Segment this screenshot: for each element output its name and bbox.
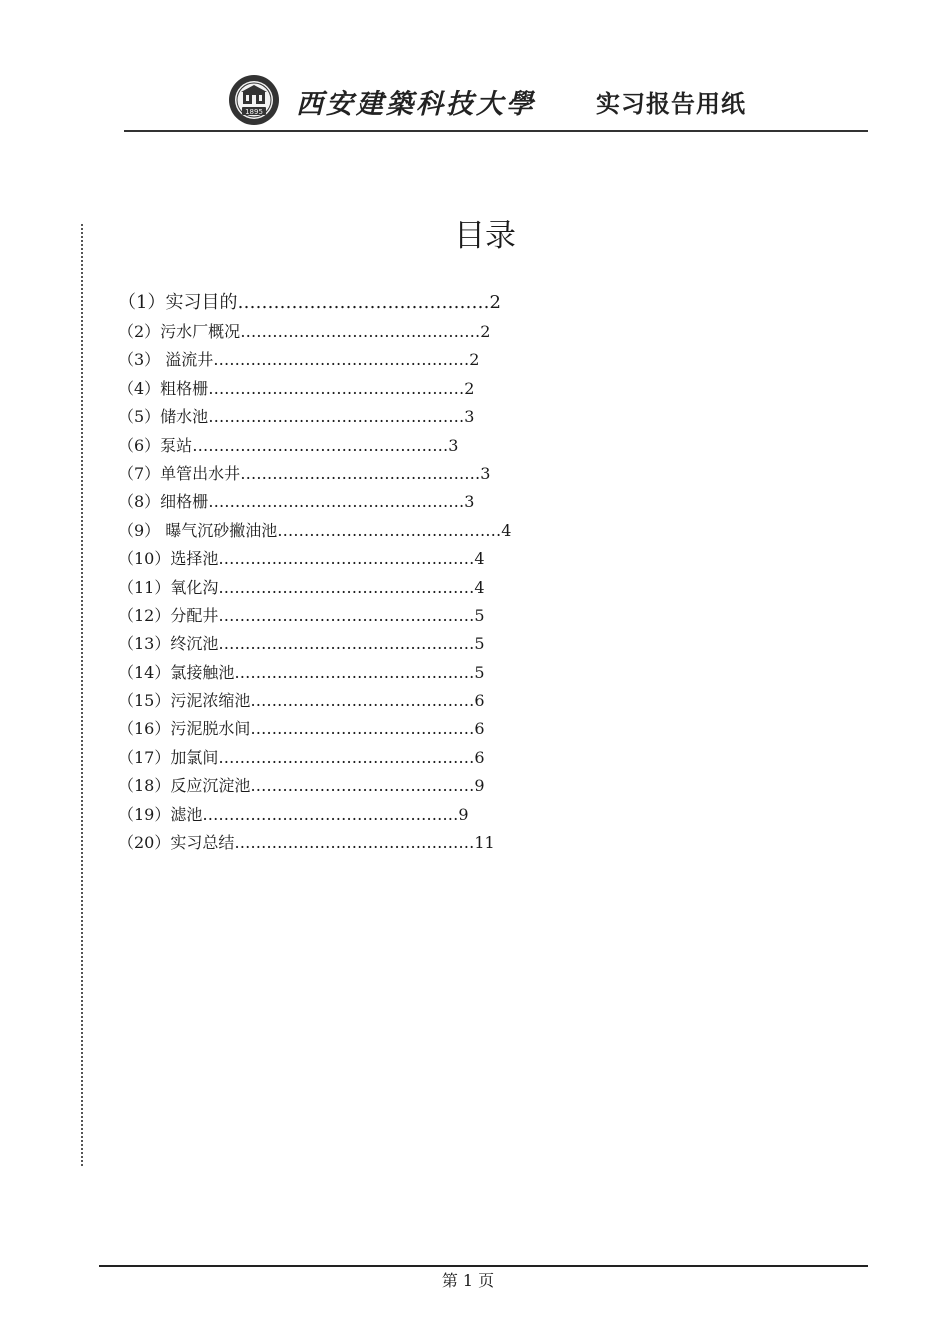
toc-entry-label: （16）污泥脱水间 [118,719,251,739]
toc-entry-label: （17）加氯间 [118,747,219,767]
toc-leader-dots: …………………………………… [250,691,475,711]
toc-entry[interactable] [118,574,638,602]
toc-leader-dots: ………………………………………… [202,804,459,824]
toc-leader-dots: ……………………………………… [234,833,475,853]
toc-entry-label: （7）单管出水井 [118,463,241,483]
toc-leader-dots: ………………………………………… [192,435,449,455]
toc-entry[interactable] [118,772,638,800]
toc-leader-dots: …………………………………… [250,776,475,796]
toc-entry-label: （13）终沉池 [118,634,219,654]
university-seal-icon [228,74,280,126]
toc-entry-label: （18）反应沉淀池 [118,776,251,796]
toc-leader-dots: ………………………………………… [208,407,465,427]
toc-leader-dots: …………………………………… [250,719,475,739]
toc-entry[interactable] [118,288,638,318]
toc-entry[interactable] [118,829,638,857]
toc-entry-page: 3 [480,463,491,483]
svg-text:1895: 1895 [245,108,263,116]
toc-entry-label: （6）泵站 [118,435,193,455]
toc-leader-dots: …………………………………… [277,520,502,540]
toc-leader-dots: ……………………………………… [240,463,481,483]
toc-leader-dots: ………………………………………… [218,747,475,767]
toc-entry[interactable] [118,630,638,658]
toc-title: 目录 [454,218,516,254]
toc-entry[interactable] [118,318,638,346]
toc-entry-page: 6 [474,691,485,711]
toc-entry[interactable] [118,432,638,460]
toc-entry-label: （2）污水厂概况 [118,322,241,341]
toc-entry-page: 4 [474,549,485,569]
toc-entry-label: （14）氯接触池 [118,662,235,682]
table-of-contents [118,288,638,857]
toc-entry[interactable] [118,545,638,573]
toc-entry-label: （20）实习总结 [118,833,235,853]
toc-entry[interactable] [118,687,638,715]
page-header [124,68,868,132]
toc-entry-label: （19）滤池 [118,804,203,824]
toc-entry-page: 2 [464,378,475,398]
toc-leader-dots: ……………………………………… [240,322,481,341]
toc-leader-dots: ………………………………………… [218,605,475,625]
header-divider [124,130,868,132]
toc-entry-label: （12）分配井 [118,605,219,625]
toc-entry[interactable] [118,602,638,630]
toc-entry[interactable] [118,460,638,488]
footer-divider [99,1265,868,1267]
toc-leader-dots: …………………………………… [237,292,490,313]
toc-entry-page: 2 [480,322,491,341]
toc-entry-label: （8）细格栅 [118,492,209,512]
toc-entry-page: 3 [464,492,475,512]
toc-leader-dots: ………………………………………… [218,577,475,597]
toc-entry-label: （11）氧化沟 [118,577,219,597]
toc-entry-label: （4）粗格栅 [118,378,209,398]
toc-entry-label: （3） 溢流井 [118,350,214,370]
toc-entry-page: 4 [474,577,485,597]
toc-entry[interactable] [118,659,638,687]
binding-margin-line [81,224,83,1166]
toc-entry[interactable] [118,375,638,403]
toc-entry-page: 6 [474,747,485,767]
toc-entry[interactable] [118,801,638,829]
toc-leader-dots: ………………………………………… [208,492,465,512]
toc-entry-page: 2 [469,350,480,370]
toc-entry-page: 6 [474,719,485,739]
toc-entry-label: （10）选择池 [118,549,219,569]
toc-entry-label: （9） 曝气沉砂撇油池 [118,520,278,540]
toc-entry-page: 9 [458,804,469,824]
paper-type-label: 实习报告用纸 [596,90,746,118]
toc-leader-dots: ………………………………………… [218,634,475,654]
toc-entry-page: 5 [474,634,485,654]
toc-entry[interactable] [118,744,638,772]
toc-entry[interactable] [118,517,638,545]
toc-entry[interactable] [118,488,638,516]
toc-leader-dots: ………………………………………… [213,350,470,370]
toc-entry-page: 5 [474,662,485,682]
toc-entry[interactable] [118,715,638,743]
toc-entry-page: 3 [448,435,459,455]
toc-entry-page: 3 [464,407,475,427]
toc-entry-page: 9 [474,776,485,796]
page-number: 第 1 页 [441,1271,495,1290]
toc-entry-label: （5）储水池 [118,407,209,427]
toc-entry-page: 4 [501,520,512,540]
university-name: 西安建築科技大學 [296,89,536,120]
toc-entry-label: （15）污泥浓缩池 [118,691,251,711]
toc-entry-label: （1）实习目的 [118,292,238,313]
toc-leader-dots: ………………………………………… [208,378,465,398]
toc-leader-dots: ………………………………………… [218,549,475,569]
toc-entry-page: 11 [474,833,495,853]
toc-leader-dots: ……………………………………… [234,662,475,682]
toc-entry-page: 2 [489,292,501,313]
toc-entry[interactable] [118,403,638,431]
toc-entry-page: 5 [474,605,485,625]
toc-entry[interactable] [118,346,638,374]
